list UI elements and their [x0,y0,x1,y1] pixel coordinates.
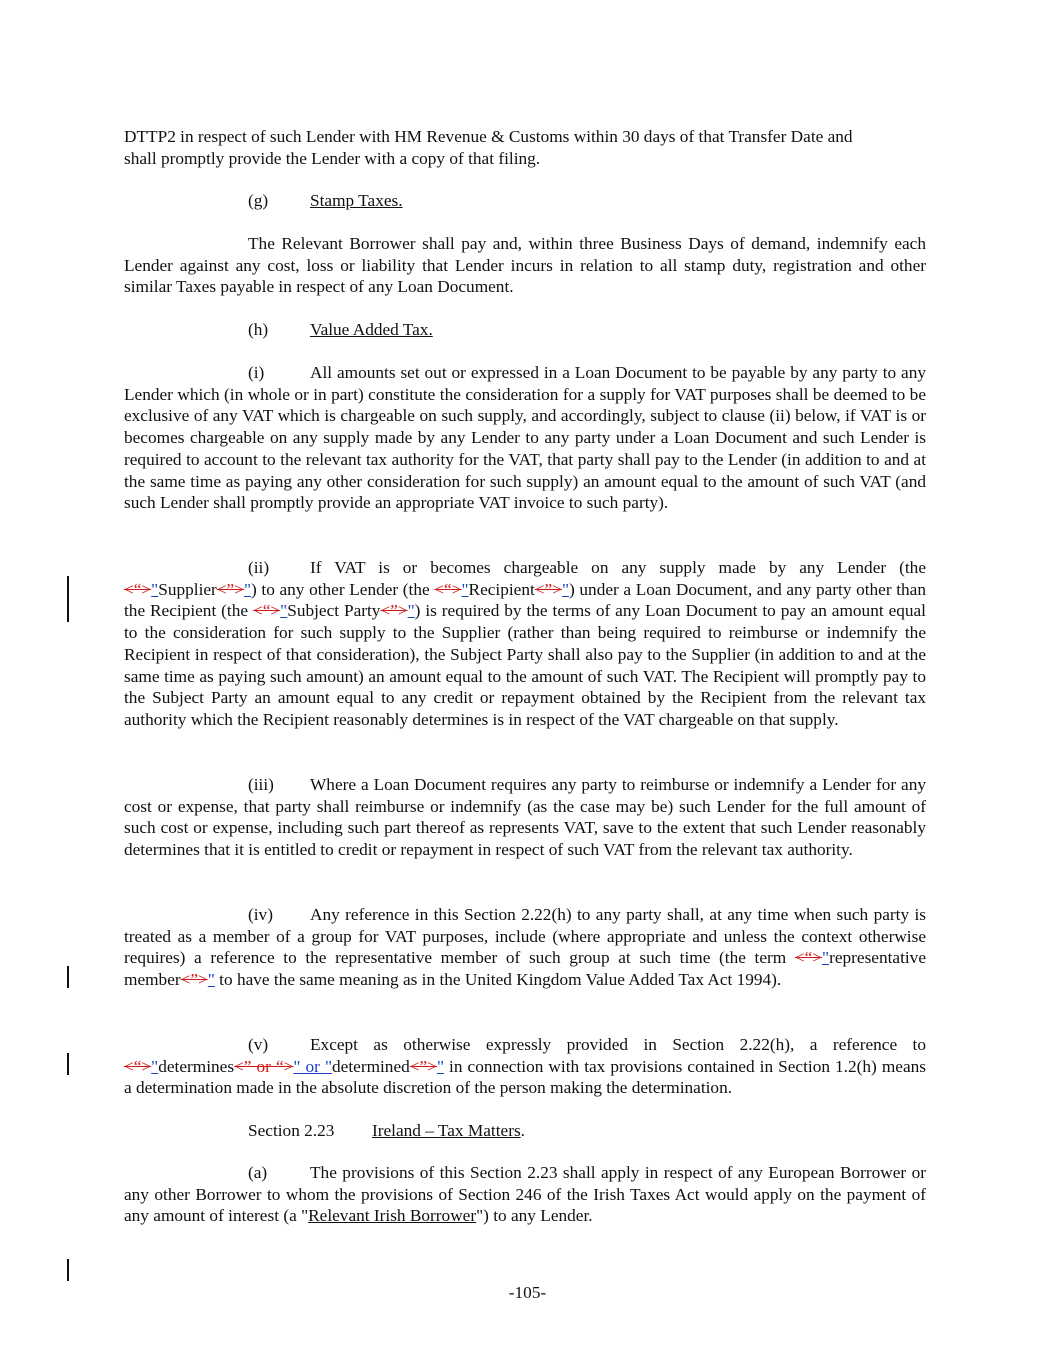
paragraph-h-v-text-1: Except as otherwise expressly provided in Section 2.22(h), a reference to [310,1035,926,1054]
deleted-quote-close: <”> [409,1056,437,1076]
continuation-line-1: DTTP2 in respect of such Lender with HM Revenue & Customs within 30 days of that Transfer Date and [124,127,853,146]
paragraph-h-ii-text-2: ) to any other Lender (the [251,579,435,599]
paragraph-h-iii-text: Where a Loan Document requires any party to reimburse or indemnify a Lender for any cost or expense, that party shall reimburse or indemnify (as the case may be) such Lender for the full amount of such cost or expense, including such part thereof as represents VAT, save to the extent that such Lender reasonably determines that it is entitled to credit or repayment in respect of such VAT from the relevant tax authority. [124,775,926,860]
heading-h-number: (h) [248,320,269,339]
section-2-23-label: Section 2.23 [248,1121,335,1140]
paragraph-h-ii [124,557,926,731]
paragraph-h-v [124,1034,926,1099]
deleted-quote-close: <”> [534,579,562,599]
paragraph-h-iii-number: (iii) [248,775,274,794]
heading-h-title: Value Added Tax. [310,320,433,339]
term-subject-party: Subject Party [287,601,381,621]
deleted-quote-open: <“> [124,579,152,599]
paragraph-h-ii-number: (ii) [248,558,270,577]
paragraph-h-iv-text-2: to have the same meaning as in the United Kingdom Value Added Tax Act 1994). [214,970,782,990]
heading-h [248,319,268,341]
section-2-23-title: Ireland – Tax Matters [372,1121,521,1140]
continuation-paragraph [124,126,926,169]
heading-g-title-wrap [310,190,403,212]
change-bar [67,1053,69,1075]
page-number: -105- [508,1283,547,1302]
deleted-or-quotes: <” or “> [234,1056,294,1076]
inserted-quote: " [461,579,469,599]
paragraph-h-iv-text-1: Any reference in this Section 2.22(h) to any party shall, at any time when such party is treated as a member of a group for VAT purposes, include (where appropriate and unless the context otherwise requires) a reference to the representative member of such group at such time (the term [124,905,926,968]
paragraph-h-i-text: All amounts set out or expressed in a Loan Document to be payable by any party to any Lender which (in whole or in part) constitute the consideration for a supply for VAT purposes shall be deemed to be exclusive of any VAT which is chargeable on such supply, and accordingly, subject to clause (ii) below, if VAT is or becomes chargeable on any supply made by any Lender to any party under a Loan Document and such Lender is required to account to the relevant tax authority for the VAT, that party shall pay to the Lender (in addition to and at the same time as paying any other consideration for such supply) an amount equal to the amount of such VAT (and such Lender shall promptly provide an appropriate VAT invoice to such party). [124,363,926,513]
paragraph-h-iii [124,774,926,861]
heading-g-title: Stamp Taxes. [310,191,403,210]
term-relevant-irish-borrower: Relevant Irish Borrower [308,1206,477,1226]
inserted-quote: " [151,1056,159,1076]
inserted-quote: " [243,579,252,599]
paragraph-2-23-a-number: (a) [248,1163,268,1182]
heading-g-number: (g) [248,191,269,210]
paragraph-h-i [124,362,926,514]
paragraph-h-iv [124,904,926,991]
deleted-quote-close: <”> [180,970,208,990]
section-2-23-label-wrap [248,1120,334,1142]
change-bar [67,1259,69,1281]
term-determines: determines [158,1056,235,1076]
paragraph-2-23-a [124,1162,926,1227]
paragraph-2-23-a-text-2: ") to any Lender. [476,1206,593,1226]
paragraph-h-iv-number: (iv) [248,905,273,924]
section-2-23-title-dot: . [520,1121,525,1140]
paragraph-h-v-number: (v) [248,1035,269,1054]
heading-g [248,190,268,212]
deleted-quote-open: <“> [794,948,823,968]
paragraph-2-23-a-text-1: The provisions of this Section 2.23 shall apply in respect of any European Borrower or any other Borrower to whom the provisions of Section 246 of the Irish Taxes Act would apply on the payment of any amount of interest (a " [124,1163,926,1226]
deleted-quote-close: <”> [216,579,244,599]
inserted-quote: " [151,579,159,599]
heading-h-title-wrap [310,319,433,341]
paragraph-h-v-text-2: in connection with tax provisions contained in Section 1.2(h) means a determination made in the absolute discretion of the person making the determination. [124,1056,926,1098]
deleted-quote-open: <“> [434,579,462,599]
paragraph-h-ii-text-3: ) under a Loan Document, and any party other than the Recipient (the [124,579,926,621]
term-supplier: Supplier [158,579,217,599]
inserted-quote: " [280,601,288,621]
paragraph-h-ii-text-4: ) is required by the terms of any Loan Document to pay an amount equal to the consideration for such supply to the Supplier (rather than being required to reimburse or indemnify the Recipient in respect of that consideration), the Subject Party shall also pay to the Supplier (in addition to and at the same time as paying such amount) an amount equal to the amount of such VAT. The Recipient will promptly pay to the Subject Party an amount equal to any credit or repayment obtained by the Recipient from the relevant tax authority which the Recipient reasonably determines is in respect of the VAT chargeable on that supply. [124,601,926,729]
inserted-quote: " [561,579,570,599]
inserted-quote: " [436,1056,444,1076]
paragraph-g [124,233,926,298]
paragraph-h-i-number: (i) [248,363,265,382]
paragraph-h-ii-text-1: If VAT is or becomes chargeable on any supply made by any Lender (the [310,558,926,577]
paragraph-g-text: The Relevant Borrower shall pay and, within three Business Days of demand, indemnify each Lender against any cost, loss or liability that Lender incurs in relation to all stamp duty, registration and other similar Taxes payable in respect of any Loan Document. [124,234,926,297]
term-recipient: Recipient [468,579,535,599]
term-determined: determined [332,1056,410,1076]
change-bar [67,966,69,988]
term-representative-member: representative member [124,948,926,990]
inserted-quote: " [407,601,415,621]
continuation-line-2: shall promptly provide the Lender with a copy of that filing. [124,148,541,168]
change-bar [67,576,69,622]
inserted-or-quotes: " or " [293,1056,333,1076]
deleted-quote-open: <“> [252,601,281,621]
inserted-quote: " [822,948,830,968]
inserted-quote: " [207,970,215,990]
deleted-quote-close: <”> [380,601,408,621]
deleted-quote-open: <“> [124,1056,152,1076]
section-2-23-title-wrap [372,1120,525,1142]
